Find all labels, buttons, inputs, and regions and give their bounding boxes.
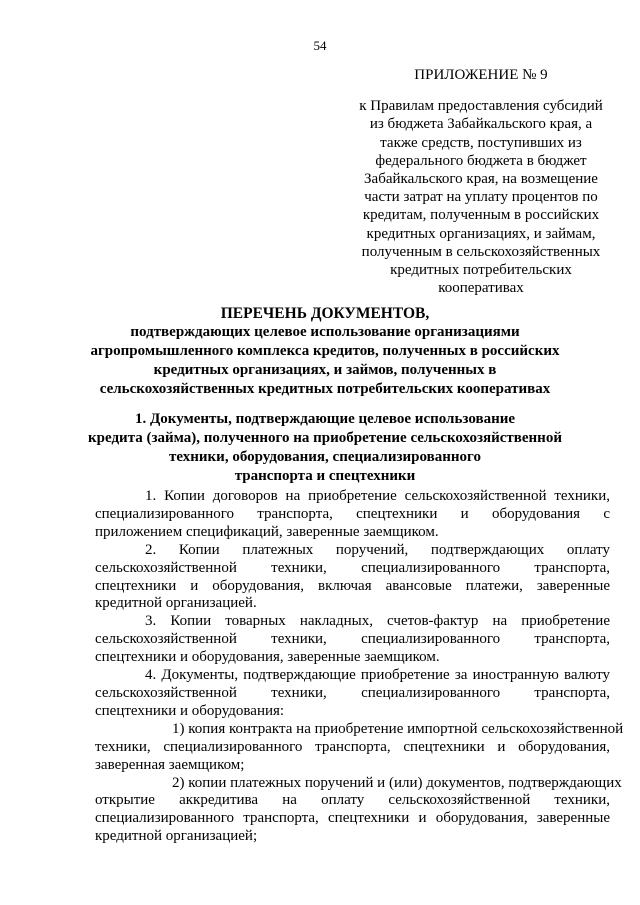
appendix-text bbox=[356, 97, 606, 297]
paragraph-line: кредитной организацией. bbox=[95, 595, 257, 612]
section-heading-line: транспорта и спецтехники bbox=[234, 468, 416, 484]
appendix-line: из бюджета Забайкальского края, а bbox=[369, 116, 593, 133]
list-item bbox=[95, 488, 610, 542]
section-heading-line: кредита (займа), полученного на приобретение сельскохозяйственной bbox=[88, 430, 562, 446]
body-text bbox=[95, 488, 624, 846]
paragraph-line: 1. Копии договоров на приобретение сельскохозяйственной техники, bbox=[145, 488, 610, 504]
paragraph-line: 2) копии платежных поручений и (или) документов, подтверждающих bbox=[172, 774, 622, 791]
appendix-block bbox=[356, 66, 606, 297]
paragraph-line: сельскохозяйственной техники, специализированного транспорта, bbox=[95, 631, 610, 648]
paragraph-line: сельскохозяйственной техники, специализированного транспорта, bbox=[95, 684, 610, 701]
paragraph-line: заверенная заемщиком; bbox=[95, 756, 245, 773]
appendix-line: кредитных потребительских bbox=[390, 262, 572, 279]
paragraph-line: открытие аккредитива на оплату сельскохозяйственной техники, bbox=[95, 792, 610, 809]
appendix-title: ПРИЛОЖЕНИЕ № 9 bbox=[414, 67, 548, 83]
paragraph-line: приложением спецификаций, заверенные заемщиком. bbox=[95, 523, 439, 540]
paragraph-line: 1) копия контракта на приобретение импортной сельскохозяйственной bbox=[172, 720, 624, 737]
list-item bbox=[95, 667, 610, 721]
paragraph-line: сельскохозяйственной техники, специализированного транспорта, bbox=[95, 559, 610, 576]
appendix-line: федерального бюджета в бюджет bbox=[375, 152, 587, 169]
list-subitem bbox=[95, 774, 622, 847]
appendix-line: кредитных организациях, и займам, bbox=[366, 225, 596, 242]
list-subitem bbox=[95, 720, 624, 775]
document-title-line: агропромышленного комплекса кредитов, полученных в российских bbox=[90, 343, 560, 359]
appendix-line: Забайкальского края, на возмещение bbox=[364, 171, 598, 188]
appendix-line: кредитам, полученным в российских bbox=[362, 207, 600, 224]
document-title-line: сельскохозяйственных кредитных потребительских кооперативах bbox=[99, 381, 551, 397]
paragraph-line: техники, специализированного транспорта, спецтехники и оборудования, bbox=[95, 738, 610, 755]
section-heading bbox=[60, 410, 590, 486]
paragraph-line: 3. Копии товарных накладных, счетов-фактур на приобретение bbox=[145, 613, 610, 630]
section-heading-line: техники, оборудования, специализированного bbox=[169, 449, 481, 465]
paragraph-line: спецтехники и оборудования, включая авансовые платежи, заверенные bbox=[95, 577, 610, 594]
document-title-lead: ПЕРЕЧЕНЬ ДОКУМЕНТОВ, bbox=[220, 305, 430, 322]
paragraph-line: специализированного транспорта, спецтехники и оборудования, заверенные bbox=[95, 810, 610, 827]
paragraph-line: спецтехники и оборудования, заверенные заемщиком. bbox=[95, 649, 440, 666]
paragraph-line: кредитной организацией; bbox=[95, 828, 258, 845]
paragraph-line: 4. Документы, подтверждающие приобретение за иностранную валюту bbox=[145, 667, 610, 684]
paragraph-line: специализированного транспорта, спецтехники и оборудования с bbox=[95, 505, 610, 522]
page-number: 54 bbox=[313, 38, 327, 53]
appendix-line: части затрат на уплату процентов по bbox=[364, 189, 598, 206]
list-item bbox=[95, 542, 610, 614]
appendix-line: кооперативах bbox=[438, 280, 524, 297]
document-title bbox=[60, 304, 590, 399]
appendix-line: также средств, поступивших из bbox=[380, 134, 582, 151]
document-title-line: подтверждающих целевое использование организациями bbox=[130, 324, 520, 340]
section-heading-line: 1. Документы, подтверждающие целевое использование bbox=[134, 411, 516, 427]
paragraph-line: спецтехники и оборудования: bbox=[95, 702, 285, 719]
list-item bbox=[95, 613, 610, 667]
appendix-line: полученным в сельскохозяйственных bbox=[361, 243, 601, 260]
document-title-line: кредитных организациях, и займов, полученных в bbox=[153, 362, 497, 378]
appendix-line: к Правилам предоставления субсидий bbox=[359, 98, 603, 115]
paragraph-line: 2. Копии платежных поручений, подтверждающих оплату bbox=[145, 541, 610, 558]
